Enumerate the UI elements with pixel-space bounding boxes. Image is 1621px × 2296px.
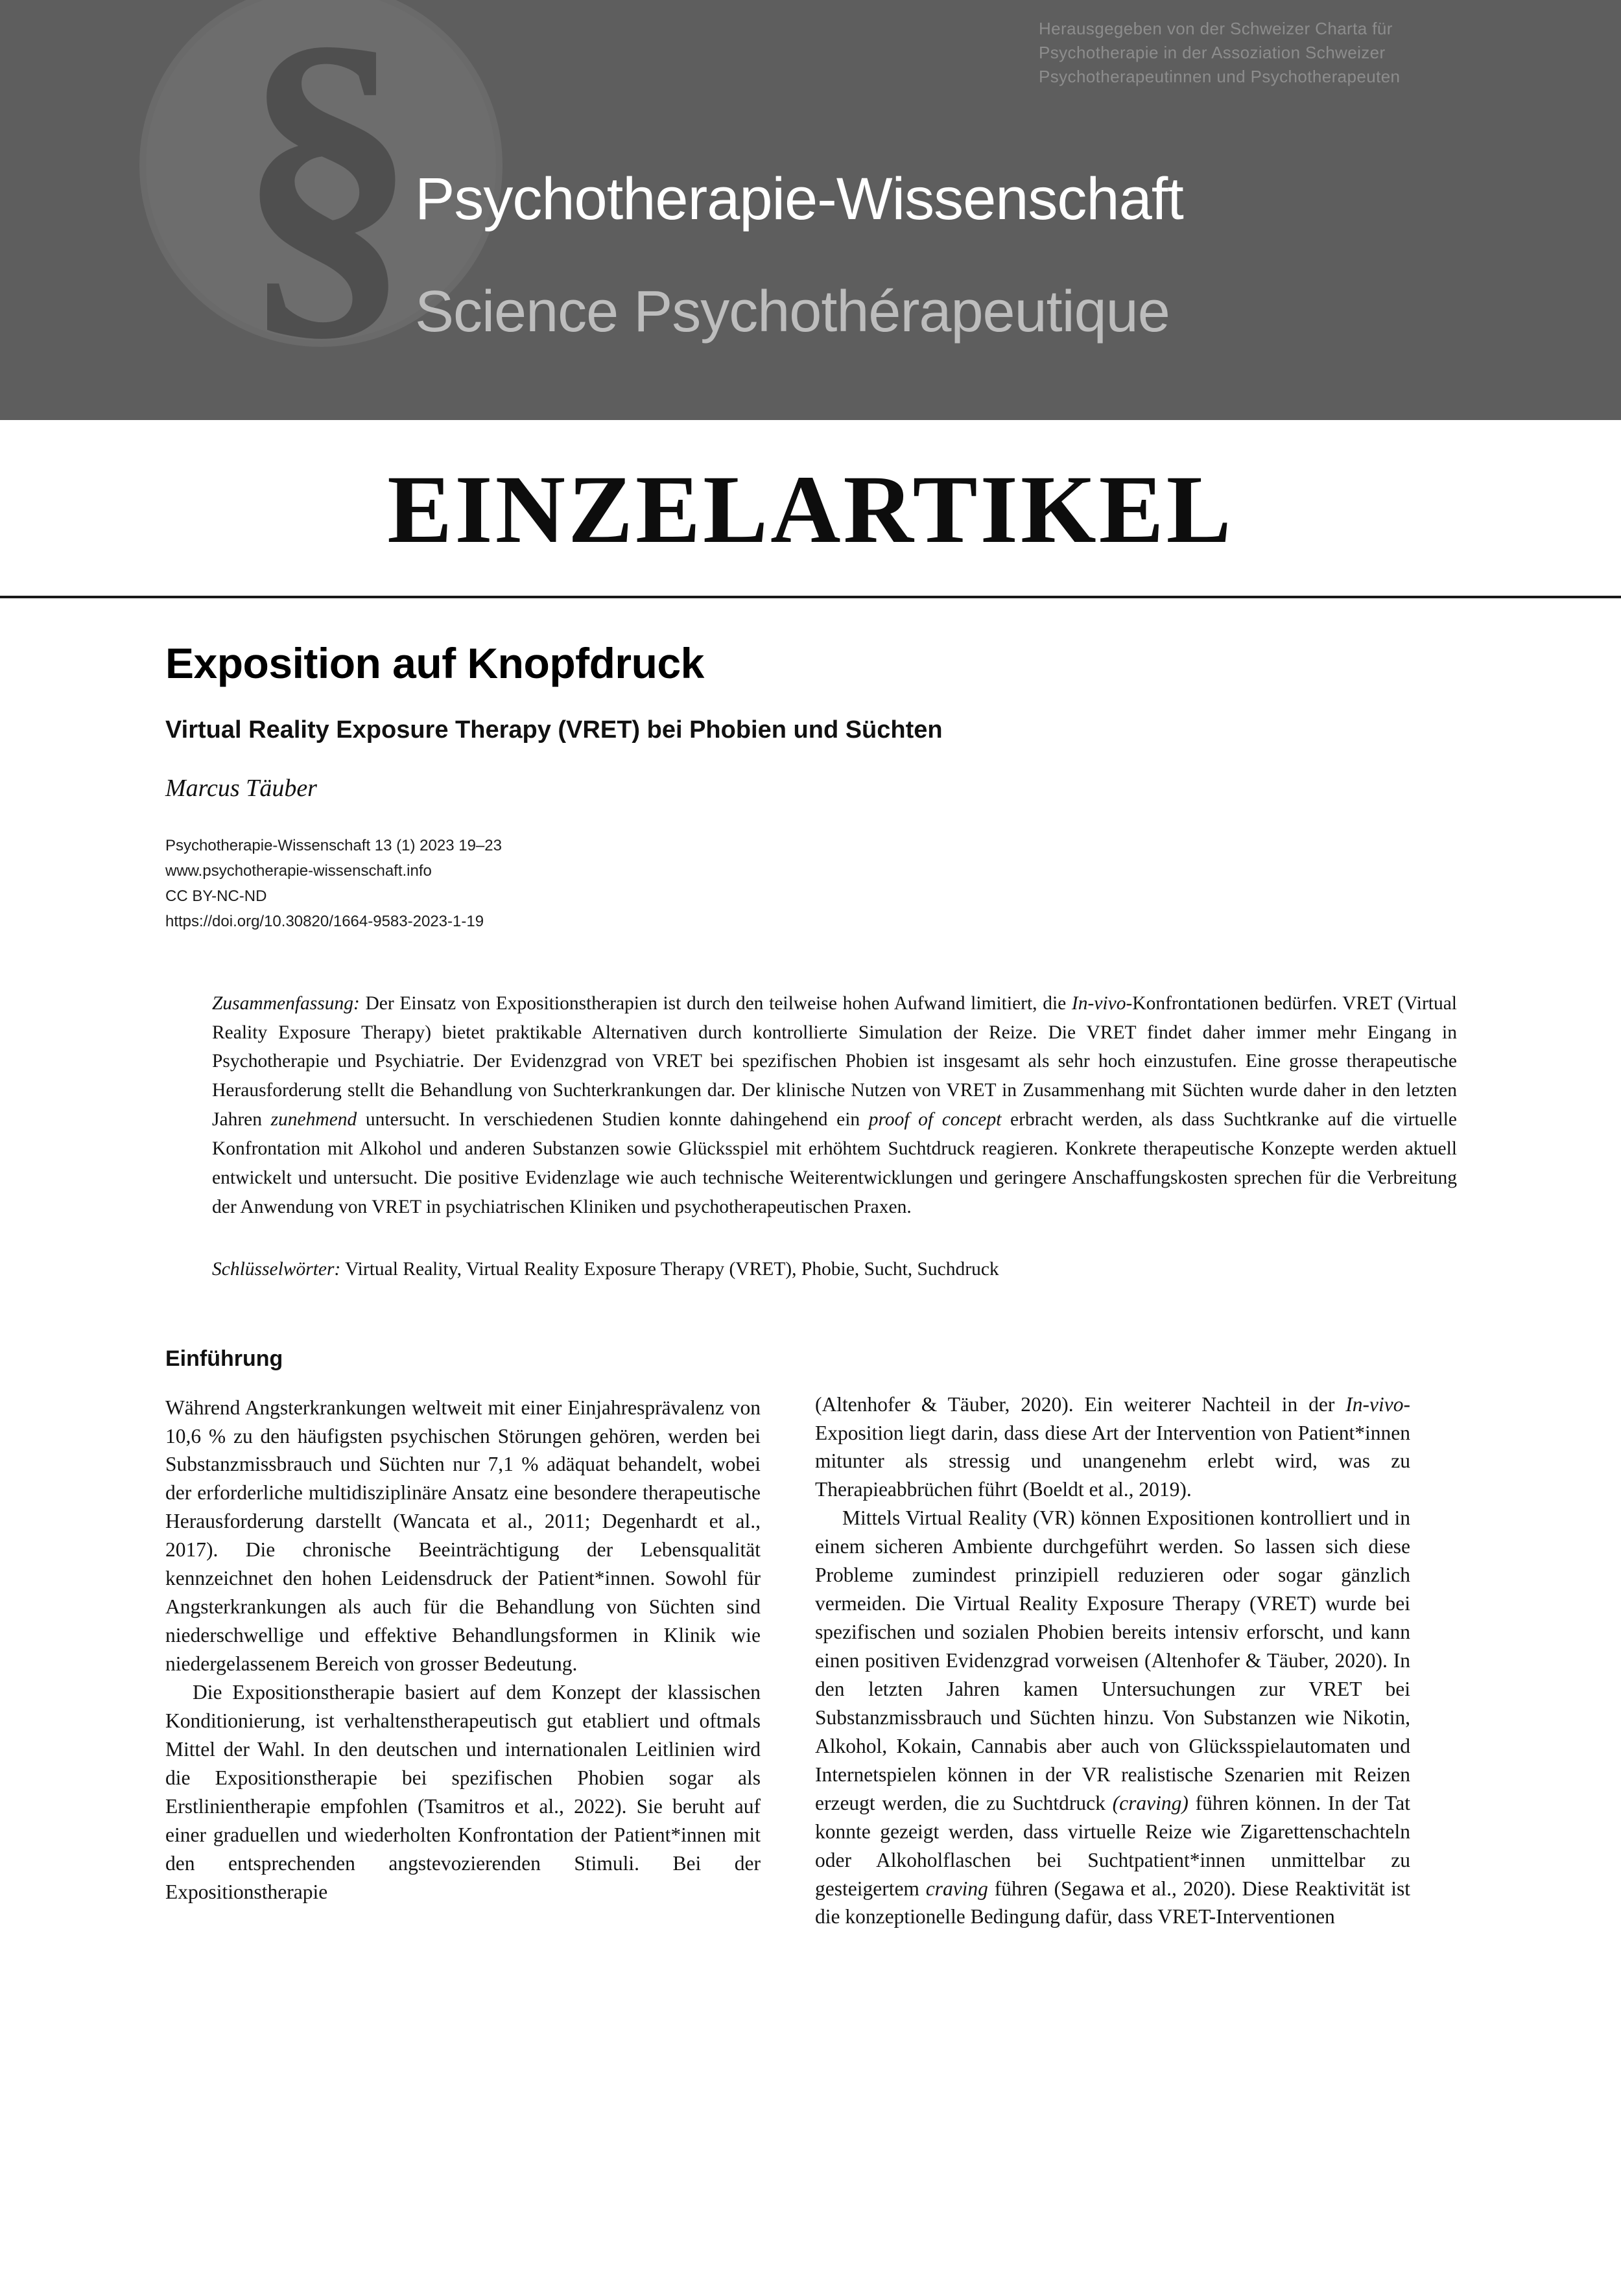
article-author: Marcus Täuber — [165, 775, 317, 802]
abstract-italic-3: proof of concept — [868, 1109, 1002, 1130]
section-banner — [0, 420, 1621, 598]
paragraph-right-1-b: -Exposition liegt darin, dass diese Art der Intervention von Patient*innen mitunter als stressig und unangenehm erlebt wird, was zu Therapieabbrüchen führt (Boeldt et al., 2019). — [815, 1392, 1410, 1501]
abstract-text-4: erbracht werden, als dass Suchtkranke auf die virtuelle Konfrontation mit Alkohol und anderen Substanzen sowie Glücksspiel mit erhöhtem Suchtdruck reagieren. Konkrete therapeutische Konzepte werden aktuell entwickelt und untersucht. Die positive Evidenzlage wie auch technische Weiterentwicklungen und geringere Anschaffungskosten sprechen für die Verbreitung der Anwendung von VRET in psychiatrischen Kliniken und psychotherapeutischen Praxen. — [212, 1109, 1457, 1217]
article-page — [0, 638, 1621, 1931]
paragraph-right-2 — [815, 1504, 1410, 1931]
section-heading-einfuehrung: Einführung — [165, 1346, 283, 1371]
abstract-text-2: -Konfrontationen bedürfen. VRET (Virtual Reality Exposure Therapy) bietet praktikable Alternativen durch kontrollierte Simulation der Reize. Die VRET findet daher immer mehr Eingang in Psychotherapie und Psychiatrie. Der Evidenzgrad von VRET bei spezifischen Phobien ist insgesamt als sehr hoch einzustufen. Eine grosse therapeutische Herausforderung stellt die Behandlung von Suchterkrankungen dar. Der klinische Nutzen von VRET in Zusammenhang mit Süchten wurde daher in den letzten Jahren — [212, 992, 1457, 1130]
paragraph-section-icon: § — [237, 0, 418, 373]
paragraph-right-2-a: Mittels Virtual Reality (VR) können Expositionen kontrolliert und in einem sicheren Ambiente durchgeführt werden. So lassen sich diese Probleme zumindest prinzipiell reduzieren oder sogar gänzlich vermeiden. Die Virtual Reality Exposure Therapy (VRET) wurde bei spezifischen und sozialen Phobien bereits intensiv erforscht, und kann einen positiven Evidenzgrad vorweisen (Altenhofer & Täuber, 2020). In den letzten Jahren kamen Untersuchungen zur VRET bei Substanzmissbrauch und Süchten hinzu. Von Substanzen wie Nikotin, Alkohol, Kokain, Cannabis aber auch von Glücksspielautomaten und Internetspielen können in der VR realistische Szenarien mit Reizen erzeugt werden, die zu Suchtdruck — [815, 1506, 1410, 1814]
keywords-block — [212, 1255, 1457, 1283]
paragraph-right-2-italic-1: (craving) — [1112, 1791, 1189, 1814]
column-right-spacer — [815, 1346, 1410, 1390]
column-right — [815, 1346, 1410, 1932]
abstract-label: Zusammenfassung: — [212, 992, 360, 1014]
paragraph-right-2-italic-2: craving — [925, 1877, 988, 1900]
paragraph-right-1-a: (Altenhofer & Täuber, 2020). Ein weiterer Nachteil in der — [815, 1392, 1346, 1416]
article-metadata — [165, 834, 1456, 935]
keywords-text: Virtual Reality, Virtual Reality Exposure Therapy (VRET), Phobie, Sucht, Suchdruck — [340, 1259, 999, 1280]
publisher-line-2: Psychotherapie in der Assoziation Schweizer — [1039, 42, 1386, 62]
paragraph-right-2-b: führen können. In der Tat konnte gezeigt werden, dass virtuelle Reize wie Zigarettenschachteln oder Alkoholflaschen bei Suchtpatient*innen unmittelbar zu gesteigertem — [815, 1791, 1411, 1900]
journal-title-german: Psychotherapie-Wissenschaft — [415, 166, 1183, 232]
paragraph-left-1: Während Angsterkrankungen weltweit mit einer Einjahresprävalenz von 10,6 % zu den häufigsten psychischen Störungen gehören, werden bei Substanzmissbrauch und Süchten nur 7,1 % adäquat behandelt, wobei der erforderliche multidisziplinäre Ansatz eine besondere therapeutische Herausforderung darstellt (Wancata et al., 2011; Degenhardt et al., 2017). Die chronische Beeinträchtigung der Lebensqualität kennzeichnet den hohen Leidensdruck der Patient*innen. Sowohl für Angsterkrankungen als auch für die Behandlung von Süchten sind niederschwellige und effektive Behandlungsformen in Klinik wie niedergelassenem Bereich von grosser Bedeutung. — [165, 1396, 761, 1676]
abstract-text-1: Der Einsatz von Expositionstherapien ist durch den teilweise hohen Aufwand limitiert, die — [359, 992, 1072, 1014]
journal-website[interactable]: www.psychotherapie-wissenschaft.info — [165, 862, 432, 880]
paragraph-right-1-italic: In-vivo — [1345, 1392, 1404, 1416]
abstract-text-3: untersucht. In verschiedenen Studien konnte dahingehend ein — [357, 1109, 869, 1130]
publisher-line-1: Herausgegeben von der Schweizer Charta für — [1039, 19, 1393, 38]
paragraph-right-2-c: führen (Segawa et al., 2020). Diese Reaktivität ist die konzeptionelle Bedingung dafür, dass VRET-Interventionen — [815, 1877, 1410, 1928]
article-subtitle: Virtual Reality Exposure Therapy (VRET) bei Phobien und Süchten — [165, 716, 943, 744]
publisher-note — [1039, 17, 1596, 89]
license-label: CC BY-NC-ND — [165, 887, 267, 905]
paragraph-right-1 — [815, 1390, 1410, 1505]
body-columns — [165, 1346, 1456, 1932]
keywords-label: Schlüsselwörter: — [212, 1259, 341, 1280]
paragraph-left-2: Die Expositionstherapie basiert auf dem Konzept der klassischen Konditionierung, ist verhaltenstherapeutisch gut etabliert und oftmals Mittel der Wahl. In den deutschen und internationalen Leitlinien wird die Expositionstherapie bei spezifischen Phobien sogar als Erstlinientherapie empfohlen (Tsamitros et al., 2022). Sie beruht auf einer graduellen und wiederholten Konfrontation der Patient*innen mit den entsprechenden angstevozierenden Stimuli. Bei der Expositionstherapie — [165, 1680, 761, 1903]
journal-title-french: Science Psychothérapeutique — [415, 279, 1170, 344]
doi-link[interactable]: https://doi.org/10.30820/1664-9583-2023-1-19 — [165, 912, 484, 930]
citation-line: Psychotherapie-Wissenschaft 13 (1) 2023 19–23 — [165, 837, 502, 855]
page-title: Exposition auf Knopfdruck — [165, 639, 704, 687]
abstract-block — [212, 989, 1457, 1222]
journal-masthead — [0, 0, 1621, 420]
abstract-italic-2: zunehmend — [270, 1109, 357, 1130]
publisher-line-3: Psychotherapeutinnen und Psychotherapeuten — [1039, 66, 1401, 86]
abstract-italic-1: In-vivo — [1071, 992, 1126, 1014]
column-left — [165, 1346, 761, 1932]
section-banner-label: EINZELARTIKEL — [387, 456, 1234, 563]
